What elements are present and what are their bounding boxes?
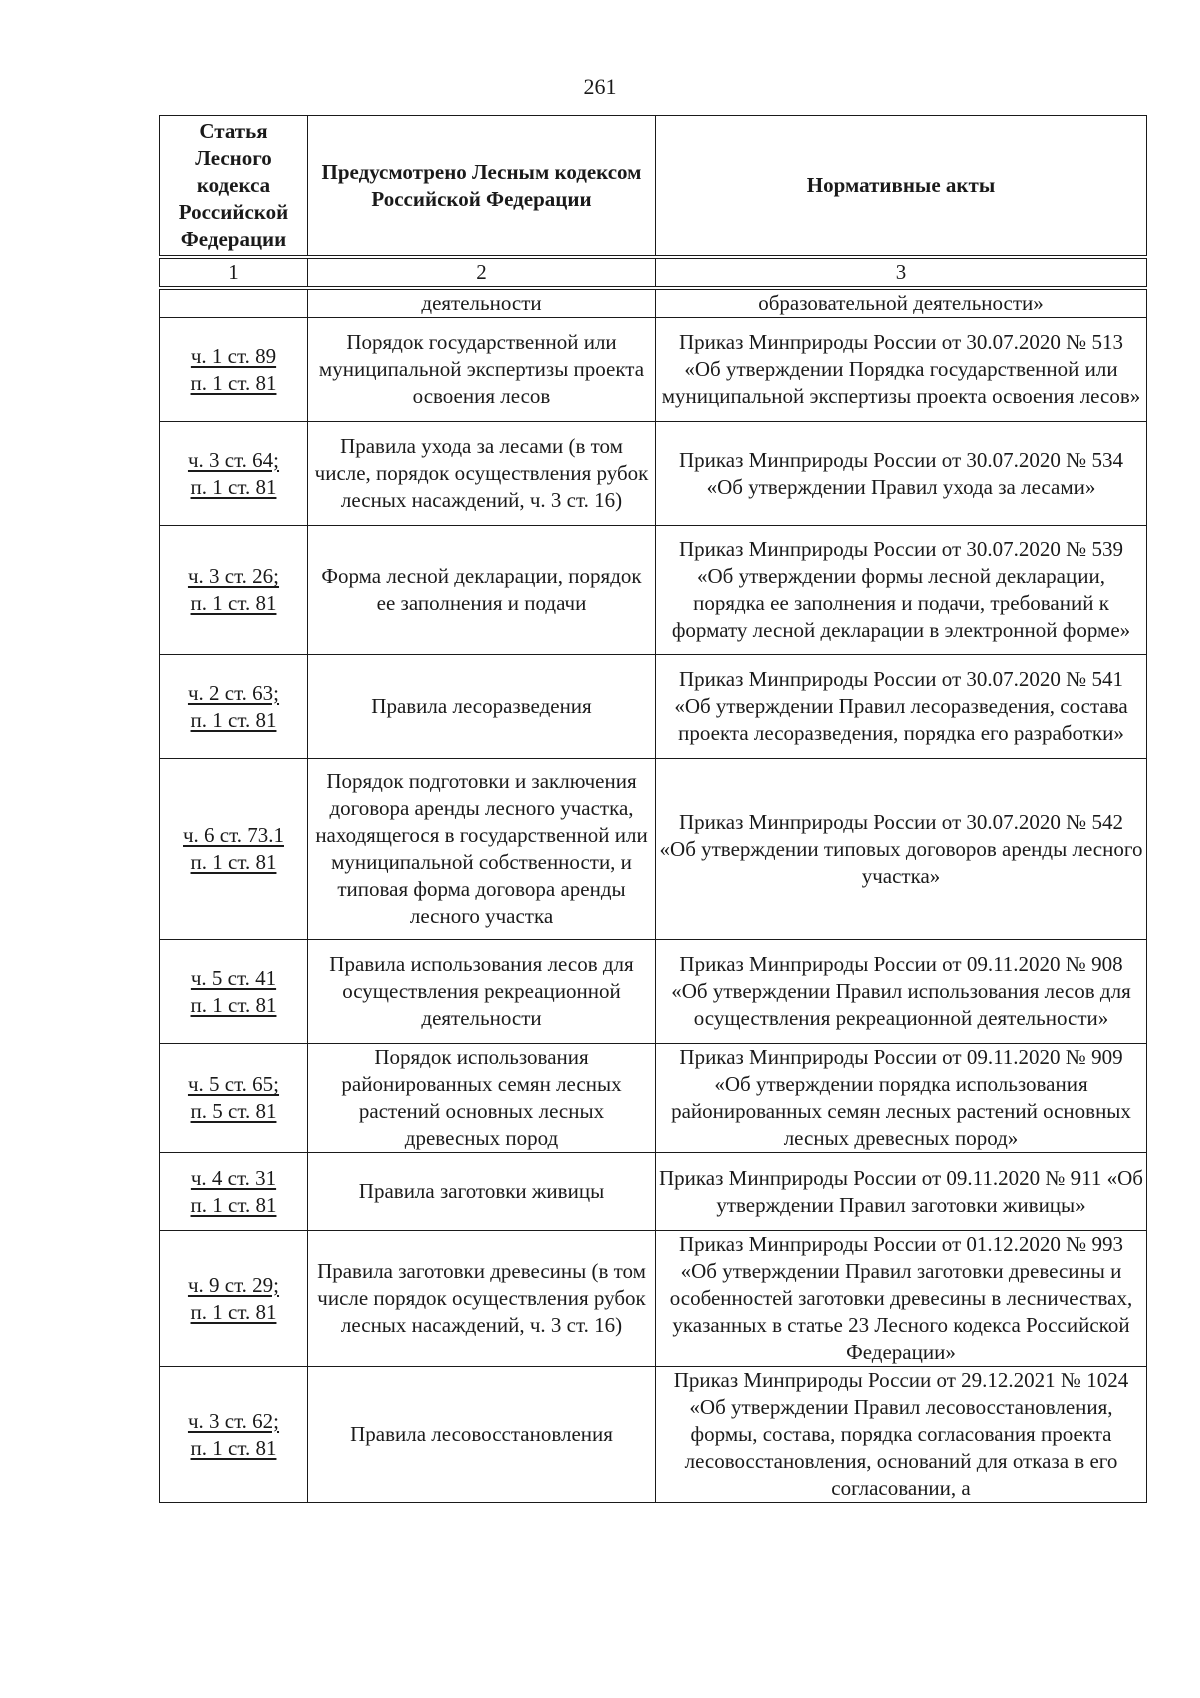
article-reference-link[interactable]: ч. 2 ст. 63; [187,680,280,705]
provision-cell: Правила использования лесов для осуществления рекреационной деятельности [308,940,656,1044]
column-number: 1 [160,257,308,288]
table-header-row [160,116,1147,258]
article-cell [160,1153,308,1231]
normative-acts-table [159,115,1147,1503]
provision-cell: Правила лесовосстановления [308,1367,656,1503]
table-row [160,318,1147,422]
provision-cell: Порядок использования районированных семян лесных растений основных лесных древесных пород [308,1044,656,1153]
header-article: Статья Лесного кодекса Российской Федерации [160,116,308,258]
provision-cell: Порядок подготовки и заключения договора аренды лесного участка, находящегося в государственной или муниципальной собственности, и типовая форма договора аренды лесного участка [308,759,656,940]
table-row [160,422,1147,526]
table-row [160,526,1147,655]
article-reference-link[interactable]: п. 1 ст. 81 [190,591,277,615]
article-reference-link[interactable]: ч. 1 ст. 89 [190,343,277,368]
article-cell [160,318,308,422]
continuation-article [160,288,308,318]
article-reference-link[interactable]: ч. 5 ст. 65; [187,1072,280,1096]
article-reference-link[interactable]: ч. 6 ст. 73.1 [183,823,284,847]
act-cell: Приказ Минприроды России от 30.07.2020 № 534 «Об утверждении Правил ухода за лесами» [656,422,1147,526]
table-row [160,1153,1147,1231]
table-row [160,759,1147,940]
article-reference-link[interactable]: п. 1 ст. 81 [190,370,277,395]
article-reference-link[interactable]: п. 1 ст. 81 [190,707,277,732]
article-cell [160,759,308,940]
table-row [160,1044,1147,1153]
article-cell [160,1367,308,1503]
article-reference-link[interactable]: п. 1 ст. 81 [190,992,277,1017]
column-number: 2 [308,257,656,288]
article-cell [160,940,308,1044]
article-reference-link[interactable]: ч. 3 ст. 26; [187,564,280,588]
act-cell: Приказ Минприроды России от 30.07.2020 № 513 «Об утверждении Порядка государственной или муниципальной экспертизы проекта освоения лесов» [656,318,1147,422]
article-reference-link[interactable]: п. 5 ст. 81 [190,1099,277,1123]
continuation-row [160,288,1147,318]
act-cell: Приказ Минприроды России от 01.12.2020 № 993 «Об утверждении Правил заготовки древесины и особенностей заготовки древесины в лесничествах, указанных в статье 23 Лесного кодекса Российской Федерации» [656,1231,1147,1367]
act-cell: Приказ Минприроды России от 09.11.2020 № 908 «Об утверждении Правил использования лесов для осуществления рекреационной деятельности» [656,940,1147,1044]
act-cell: Приказ Минприроды России от 30.07.2020 № 542 «Об утверждении типовых договоров аренды лесного участка» [656,759,1147,940]
continuation-provision: деятельности [308,288,656,318]
article-reference-link[interactable]: ч. 9 ст. 29; [187,1272,280,1297]
article-cell [160,422,308,526]
article-reference-link[interactable]: ч. 4 ст. 31 [190,1165,277,1190]
article-reference-link[interactable]: п. 1 ст. 81 [190,1435,277,1460]
provision-cell: Правила лесоразведения [308,655,656,759]
act-cell: Приказ Минприроды России от 29.12.2021 № 1024 «Об утверждении Правил лесовосстановления, формы, состава, порядка согласования проекта лесовосстановления, оснований для отказа в его согласовании, а [656,1367,1147,1503]
provision-cell: Правила ухода за лесами (в том числе, порядок осуществления рубок лесных насаждений, ч. 3 ст. 16) [308,422,656,526]
article-cell [160,1231,308,1367]
table-row [160,1367,1147,1503]
continuation-act: образовательной деятельности» [656,288,1147,318]
page-number: 261 [583,74,617,99]
act-cell: Приказ Минприроды России от 30.07.2020 № 541 «Об утверждении Правил лесоразведения, состава проекта лесоразведения, порядка его разработки» [656,655,1147,759]
article-reference-link[interactable]: ч. 5 ст. 41 [190,965,277,990]
article-cell [160,526,308,655]
provision-cell: Порядок государственной или муниципальной экспертизы проекта освоения лесов [308,318,656,422]
table-row [160,1231,1147,1367]
article-reference-link[interactable]: п. 1 ст. 81 [190,850,277,874]
column-number-row [160,257,1147,288]
provision-cell: Форма лесной декларации, порядок ее заполнения и подачи [308,526,656,655]
provision-cell: Правила заготовки живицы [308,1153,656,1231]
article-reference-link[interactable]: ч. 3 ст. 62; [187,1408,280,1433]
provision-cell: Правила заготовки древесины (в том числе порядок осуществления рубок лесных насаждений, ч. 3 ст. 16) [308,1231,656,1367]
act-cell: Приказ Минприроды России от 09.11.2020 № 909 «Об утверждении порядка использования районированных семян лесных растений основных лесных древесных пород» [656,1044,1147,1153]
article-reference-link[interactable]: п. 1 ст. 81 [190,474,277,499]
article-reference-link[interactable]: п. 1 ст. 81 [190,1299,277,1324]
table-row [160,940,1147,1044]
header-acts: Нормативные акты [656,116,1147,258]
article-reference-link[interactable]: ч. 3 ст. 64; [187,447,280,472]
column-number: 3 [656,257,1147,288]
act-cell: Приказ Минприроды России от 30.07.2020 № 539 «Об утверждении формы лесной декларации, порядка ее заполнения и подачи, требований к формату лесной декларации в электронной форме» [656,526,1147,655]
article-cell [160,1044,308,1153]
header-provision: Предусмотрено Лесным кодексом Российской Федерации [308,116,656,258]
act-cell: Приказ Минприроды России от 09.11.2020 № 911 «Об утверждении Правил заготовки живицы» [656,1153,1147,1231]
article-reference-link[interactable]: п. 1 ст. 81 [190,1192,277,1217]
article-cell [160,655,308,759]
table-row [160,655,1147,759]
